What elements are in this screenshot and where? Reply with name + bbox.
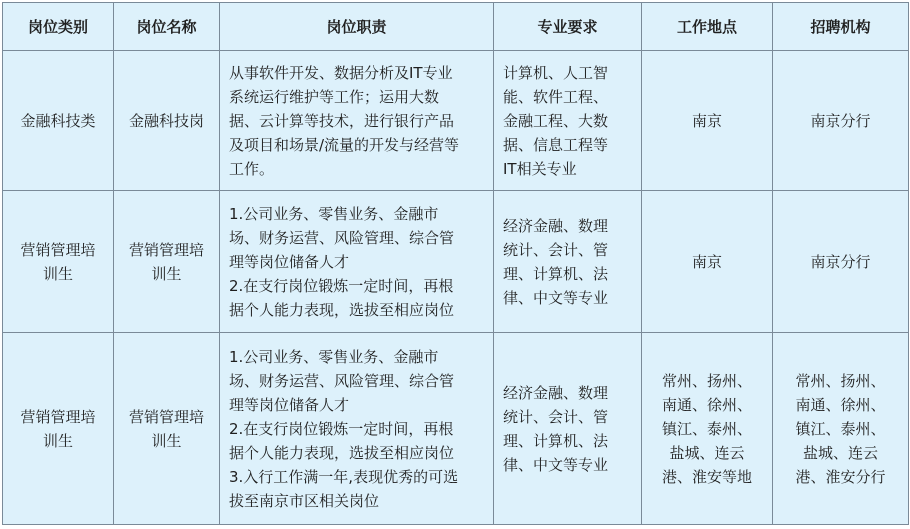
table-row: [3, 333, 909, 525]
header-duty: 岗位职责: [220, 3, 494, 51]
header-row: [3, 3, 909, 51]
cell-location: 常州、扬州、 南通、徐州、 镇江、泰州、 盐城、连云 港、淮安等地: [642, 333, 773, 525]
header-location: 工作地点: [642, 3, 773, 51]
header-major: 专业要求: [494, 3, 642, 51]
table-row: [3, 51, 909, 191]
cell-category: 营销管理培 训生: [3, 333, 114, 525]
cell-major: 经济金融、数理 统计、会计、管 理、计算机、法 律、中文等专业: [494, 333, 642, 525]
header-category: 岗位类别: [3, 3, 114, 51]
job-table: [2, 2, 909, 525]
cell-major: 经济金融、数理 统计、会计、管 理、计算机、法 律、中文等专业: [494, 191, 642, 333]
cell-name: 营销管理培 训生: [114, 333, 220, 525]
cell-org: 南京分行: [773, 51, 909, 191]
cell-name: 金融科技岗: [114, 51, 220, 191]
cell-duty: 1.公司业务、零售业务、金融市 场、财务运营、风险管理、综合管 理等岗位储备人才 2.在支行岗位锻炼一定时间，再根 据个人能力表现，选拔至相应岗位: [220, 191, 494, 333]
cell-category: 金融科技类: [3, 51, 114, 191]
cell-duty: 从事软件开发、数据分析及IT专业 系统运行维护等工作；运用大数 据、云计算等技术，进行银行产品 及项目和场景/流量的开发与经营等 工作。: [220, 51, 494, 191]
table-row: [3, 191, 909, 333]
cell-duty: 1.公司业务、零售业务、金融市 场、财务运营、风险管理、综合管 理等岗位储备人才 2.在支行岗位锻炼一定时间，再根 据个人能力表现，选拔至相应岗位 3.入行工作满一年,表现优秀的可选 拔至南京市区相关岗位: [220, 333, 494, 525]
header-org: 招聘机构: [773, 3, 909, 51]
cell-category: 营销管理培 训生: [3, 191, 114, 333]
cell-location: 南京: [642, 191, 773, 333]
cell-location: 南京: [642, 51, 773, 191]
cell-name: 营销管理培 训生: [114, 191, 220, 333]
cell-major: 计算机、人工智 能、软件工程、 金融工程、大数 据、信息工程等 IT相关专业: [494, 51, 642, 191]
header-name: 岗位名称: [114, 3, 220, 51]
cell-org: 常州、扬州、 南通、徐州、 镇江、泰州、 盐城、连云 港、淮安分行: [773, 333, 909, 525]
cell-org: 南京分行: [773, 191, 909, 333]
